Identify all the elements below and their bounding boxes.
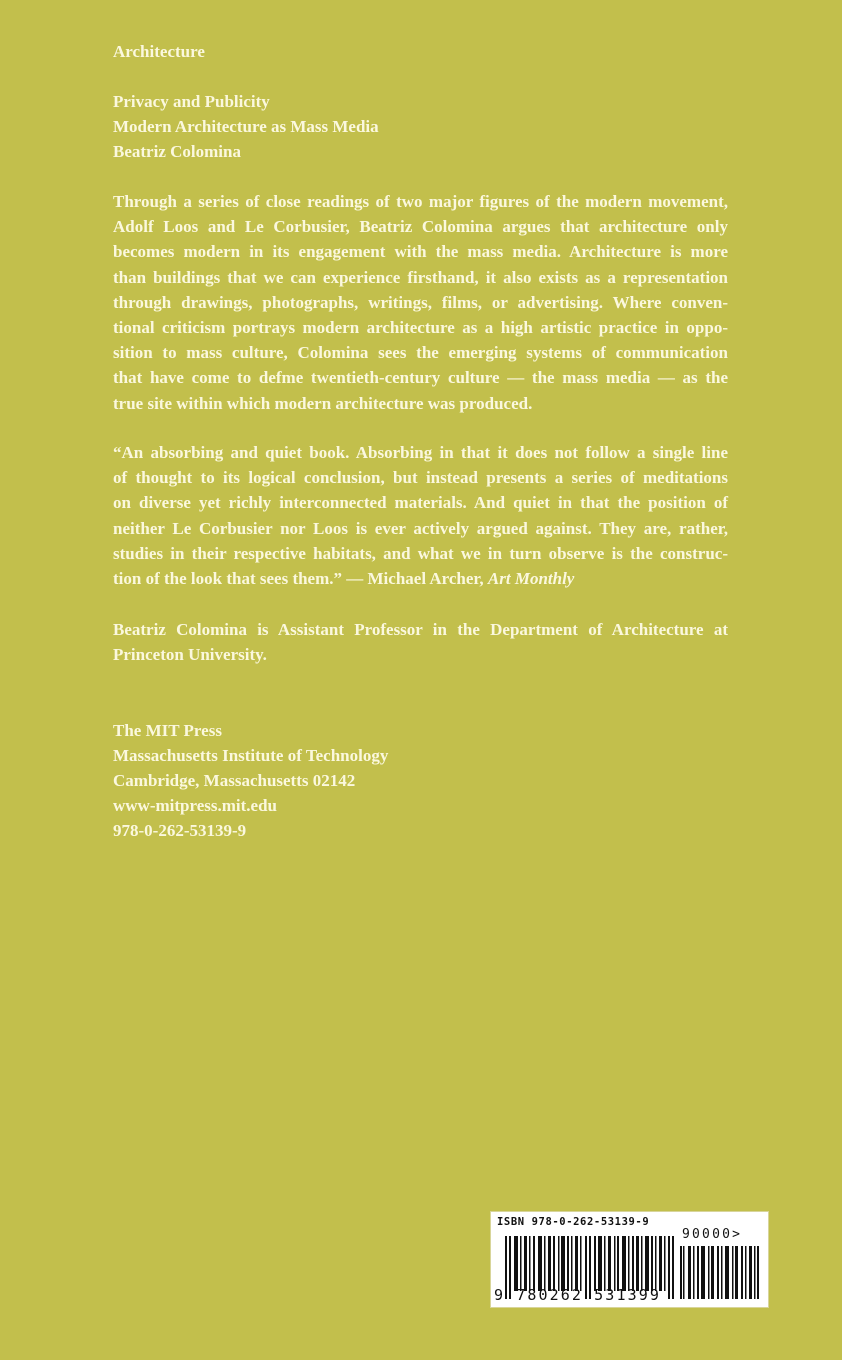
review-line: neither Le Corbusier nor Loos is ever actively argued against. They are, rather,	[113, 518, 728, 538]
description-line: sition to mass culture, Colomina sees the emerging systems of communication	[113, 343, 728, 363]
description-line: becomes modern in its engagement with the mass media. Architecture is more	[113, 242, 728, 262]
review-line: “An absorbing and quiet book. Absorbing in that it does not follow a single line	[113, 443, 728, 462]
barcode-ean-digits: 9 780262 531399	[494, 1286, 661, 1304]
isbn-barcode	[491, 1212, 768, 1307]
book-title: Privacy and Publicity	[113, 92, 270, 111]
review-line: on diverse yet richly interconnected materials. And quiet in that the position of	[113, 493, 728, 513]
category-label: Architecture	[113, 42, 205, 61]
description-line: than buildings that we can experience firsthand, it also exists as a representation	[113, 267, 728, 287]
bio-line: Princeton University.	[113, 645, 267, 665]
book-subtitle: Modern Architecture as Mass Media	[113, 117, 379, 136]
barcode-addon-bars-icon	[680, 1246, 760, 1299]
review-line: studies in their respective habitats, and what we in turn observe is the construc-	[113, 543, 728, 563]
review-attribution: tion of the look that sees them.” — Michael Archer,	[113, 569, 488, 589]
description-line: that have come to defme twentieth-century culture — the mass media — as the	[113, 368, 728, 388]
review-source: Art Monthly	[487, 569, 575, 589]
publisher-name: The MIT Press	[113, 721, 222, 740]
description-line: Adolf Loos and Le Corbusier, Beatriz Colomina argues that architecture only	[113, 217, 728, 237]
publisher-institution: Massachusetts Institute of Technology	[113, 746, 389, 765]
publisher-website: www-mitpress.mit.edu	[113, 796, 278, 815]
description	[113, 189, 728, 416]
review-attribution-line	[113, 566, 728, 591]
description-line: Through a series of close readings of two major figures of the modern movement,	[113, 192, 728, 211]
barcode-isbn-label: ISBN 978-0-262-53139-9	[497, 1216, 650, 1228]
bio-line: Beatriz Colomina is Assistant Professor in the Department of Architecture at	[113, 620, 728, 639]
author-bio	[113, 617, 728, 667]
publisher-block	[113, 718, 728, 843]
description-line: true site within which modern architecture was produced.	[113, 393, 533, 413]
book-author: Beatriz Colomina	[113, 142, 241, 161]
barcode-price-code: 90000>	[682, 1227, 743, 1242]
publisher-address: Cambridge, Massachusetts 02142	[113, 771, 356, 790]
publisher-isbn: 978-0-262-53139-9	[113, 821, 247, 840]
title-block	[113, 89, 728, 164]
description-line: through drawings, photographs, writings, films, or advertising. Where conven-	[113, 292, 728, 312]
review-quote	[113, 440, 728, 591]
review-line: of thought to its logical conclusion, but instead presents a series of meditations	[113, 468, 728, 488]
description-line: tional criticism portrays modern architecture as a high artistic practice in oppo-	[113, 318, 728, 338]
